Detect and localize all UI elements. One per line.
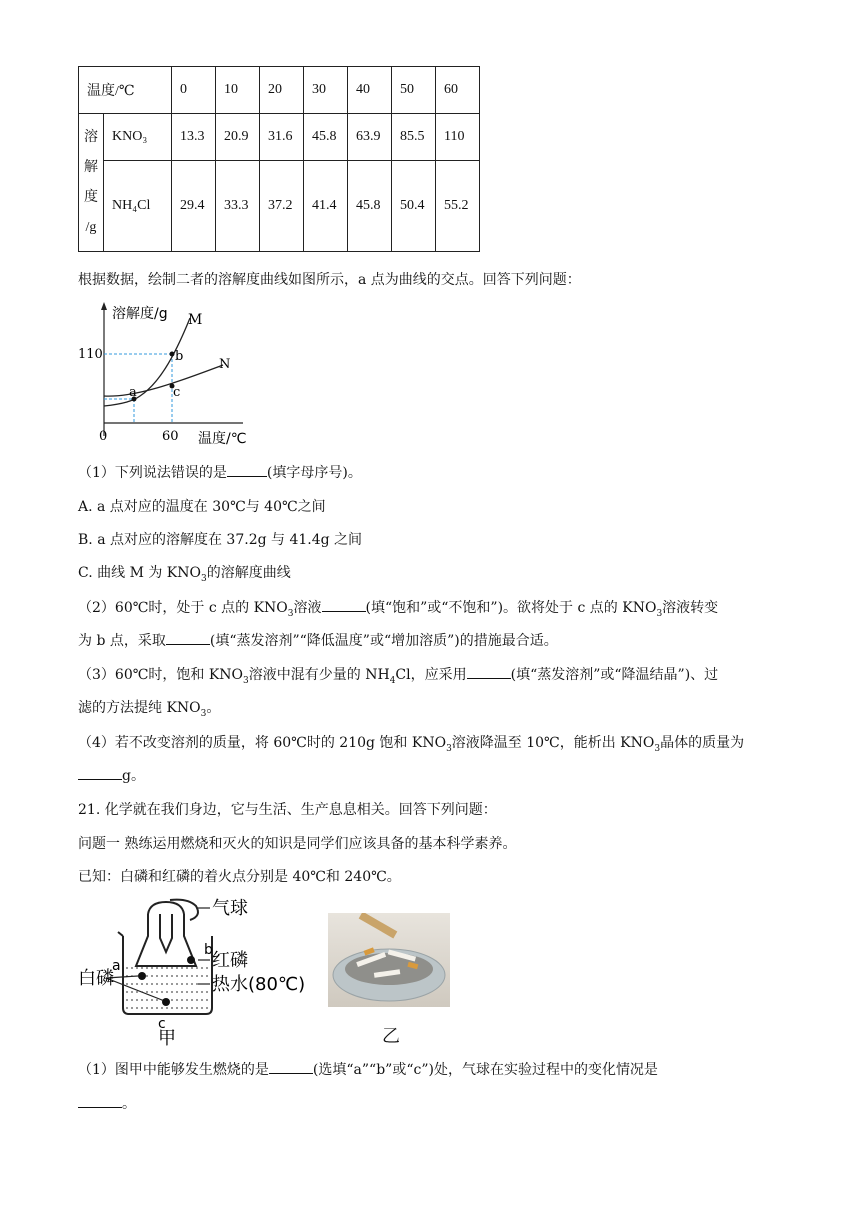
table-cell: 10 [216, 67, 260, 114]
option-a: A. a 点对应的温度在 30℃与 40℃之间 [78, 499, 326, 515]
label-b: b [204, 942, 213, 958]
answer-blank [269, 1073, 313, 1074]
label-a: a [112, 958, 121, 974]
table-cell: 55.2 [436, 161, 480, 252]
table-cell: 29.4 [172, 161, 216, 252]
table-cell: 37.2 [260, 161, 304, 252]
answer-blank [322, 611, 366, 612]
beaker-lip [118, 932, 123, 936]
text: 晶体的质量为 [660, 735, 745, 751]
known-condition: 已知：白磷和红磷的着火点分别是 40℃和 240℃。 [78, 869, 401, 885]
figure-yi-ashtray-photo [328, 913, 450, 1007]
point-a-label: a [129, 385, 137, 400]
intro-line: 根据数据，绘制二者的溶解度曲线如图所示，a 点为曲线的交点。回答下列问题： [78, 272, 581, 288]
point-c-label: c [173, 385, 181, 400]
subscript: 3 [200, 708, 207, 719]
red-phosphorus-b [187, 956, 195, 964]
table-cell: 60 [436, 67, 480, 114]
question-2-line-1 [78, 598, 718, 624]
x-axis-label: 温度/℃ [198, 431, 247, 447]
white-p-leader-c [106, 978, 162, 1000]
answer-blank [78, 1107, 122, 1108]
answer-blank [227, 476, 267, 477]
question-1-suffix: (填字母序号)。 [266, 465, 362, 481]
balloon-shape [148, 902, 184, 914]
figure-yi-caption: 乙 [382, 1026, 400, 1047]
table-cell: 45.8 [304, 114, 348, 161]
white-phosphorus-label: 白磷 [78, 968, 114, 989]
white-phosphorus-c [162, 998, 170, 1006]
table-cell: 31.6 [260, 114, 304, 161]
answer-blank [166, 644, 210, 645]
subscript: 3 [654, 743, 661, 754]
table-cell: 45.8 [348, 161, 392, 252]
problem-one: 问题一 熟练运用燃烧和灭火的知识是同学们应该具备的基本科学素养。 [78, 836, 517, 852]
tube-inner [160, 914, 172, 952]
y-tick-110: 110 [78, 347, 103, 362]
table-cell: 63.9 [348, 114, 392, 161]
text: 溶液转变 [662, 600, 719, 616]
table-cell: 30 [304, 67, 348, 114]
table-cell: 0 [172, 67, 216, 114]
red-phosphorus-label: 红磷 [212, 950, 248, 971]
kno3-label: KNO₃ [104, 114, 172, 161]
solubility-table [78, 66, 480, 252]
question-3-line-2 [78, 698, 220, 724]
row-label-char: 解 [84, 159, 98, 175]
row-label-char: 溶 [84, 129, 98, 145]
question-3-line-1 [78, 665, 718, 691]
figure-jia-caption: 甲 [158, 1028, 176, 1046]
question-4-line-2 [78, 766, 145, 786]
subscript: 3 [201, 573, 207, 584]
text: 溶液降温至 10℃，能析出 KNO [451, 735, 655, 751]
curve-n [104, 365, 223, 396]
text: 溶液中混有少量的 NH [248, 667, 390, 683]
table-cell: 20.9 [216, 114, 260, 161]
subscript: 3 [243, 675, 249, 686]
row-label-char: /g [85, 219, 97, 235]
table-row [79, 161, 480, 252]
solubility-curve-graph [78, 298, 278, 448]
ash-pile [345, 953, 433, 985]
answer-blank [467, 678, 511, 679]
text: 为 b 点，采取 [78, 633, 166, 649]
text: 。 [206, 700, 221, 716]
table-cell: 85.5 [392, 114, 436, 161]
text: （1）图甲中能够发生燃烧的是 [78, 1062, 269, 1078]
y-axis-arrow [101, 302, 107, 310]
question-21-title: 21. 化学就在我们身边，它与生活、生产息息相关。回答下列问题： [78, 802, 497, 818]
table-header-label: 温度/℃ [79, 67, 172, 114]
answer-blank [78, 779, 122, 780]
curve-m-label: M [188, 312, 203, 328]
figure-jia-apparatus [78, 896, 318, 1046]
question-1 [78, 463, 362, 483]
balloon-label: 气球 [212, 898, 248, 919]
option-c-text: C. 曲线 M 为 KNO [78, 565, 201, 581]
text: (选填“a”“b”或“c”)处，气球在实验过程中的变化情况是 [312, 1062, 658, 1078]
table-cell: 33.3 [216, 161, 260, 252]
row-label [79, 114, 104, 252]
subscript: 3 [656, 608, 663, 619]
table-cell: 41.4 [304, 161, 348, 252]
text: （3）60℃时，饱和 KNO [78, 667, 244, 683]
table-cell: 20 [260, 67, 304, 114]
table-cell: 110 [436, 114, 480, 161]
option-b: B. a 点对应的溶解度在 37.2g 与 41.4g 之间 [78, 532, 363, 548]
question-4-line-1 [78, 733, 744, 759]
point-b [170, 352, 175, 357]
y-axis-label: 溶解度/g [112, 306, 168, 322]
point-b-label: b [175, 349, 184, 364]
subscript: 3 [287, 608, 294, 619]
table-cell: 50.4 [392, 161, 436, 252]
table-cell: 13.3 [172, 114, 216, 161]
question-21-1-line-1 [78, 1060, 658, 1080]
question-1-text: （1）下列说法错误的是 [78, 465, 227, 481]
row-label-char: 度 [84, 189, 98, 205]
text: （4）若不改变溶剂的质量，将 60℃时的 210g 饱和 KNO [78, 735, 447, 751]
text: 溶液 [293, 600, 322, 616]
question-21-1-line-2 [78, 1094, 136, 1114]
text: g。 [122, 768, 145, 784]
table-cell: 50 [392, 67, 436, 114]
text: （2）60℃时，处于 c 点的 KNO [78, 600, 288, 616]
curve-n-label: N [219, 357, 231, 372]
option-c-suffix: 的溶解度曲线 [206, 565, 291, 581]
hot-water-label: 热水(80℃) [212, 974, 306, 995]
y-shaped-tube [136, 914, 196, 966]
table-row [79, 114, 480, 161]
x-origin-label: 0 [99, 429, 108, 444]
question-2-line-2 [78, 631, 558, 651]
subscript: 4 [389, 675, 396, 686]
subscript: 3 [446, 743, 452, 754]
table-cell: 40 [348, 67, 392, 114]
text: 滤的方法提纯 KNO [78, 700, 201, 716]
x-tick-60: 60 [162, 429, 179, 444]
nh4cl-label: NH₄Cl [104, 161, 172, 252]
text: (填“蒸发溶剂”或“降温结晶”)、过 [510, 667, 719, 683]
option-c [78, 563, 291, 589]
label-c: c [158, 1016, 166, 1032]
text: 。 [122, 1096, 136, 1112]
text: (填“饱和”或“不饱和”)。欲将处于 c 点的 KNO [365, 600, 657, 616]
white-phosphorus-a [138, 972, 146, 980]
text: (填“蒸发溶剂”“降低温度”或“增加溶质”)的措施最合适。 [209, 633, 558, 649]
text: Cl，应采用 [395, 667, 467, 683]
table-row [79, 67, 480, 114]
